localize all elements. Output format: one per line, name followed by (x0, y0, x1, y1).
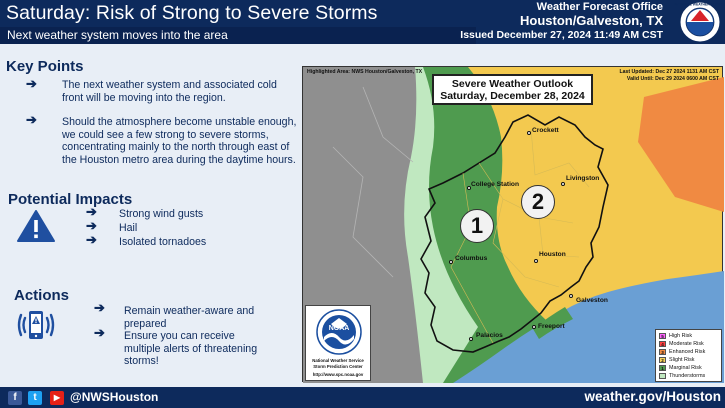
risk-label-2: 2 (521, 185, 555, 219)
action-1: Remain weather-aware and prepared (124, 305, 255, 330)
nws-logo-text: NATIONAL WEATHER SERVICE (674, 2, 725, 7)
city-houston: Houston (539, 251, 566, 258)
city-marker (449, 260, 453, 264)
facebook-icon[interactable]: f (8, 391, 22, 405)
city-marker (569, 294, 573, 298)
noaa-line1: National Weather Service (312, 358, 364, 363)
city-galveston: Galveston (576, 297, 608, 304)
office-info (460, 1, 663, 41)
legend-swatch: 1 (659, 365, 666, 371)
outlook-title-box (432, 74, 593, 105)
city-marker (532, 325, 536, 329)
city-palacios: Palacios (476, 332, 503, 339)
legend-label: Enhanced Risk (669, 349, 706, 355)
legend-label: Moderate Risk (669, 341, 704, 347)
page-subtitle: Next weather system moves into the area (7, 28, 228, 42)
actions-heading: Actions (14, 287, 70, 304)
legend-label: Slight Risk (669, 357, 695, 363)
map-timestamps (619, 69, 719, 82)
youtube-icon[interactable]: ▶ (50, 391, 64, 405)
impacts-heading: Potential Impacts (8, 191, 133, 208)
city-crockett: Crockett (532, 127, 559, 134)
impact-hail: Hail (119, 222, 138, 234)
arrow-icon: ➔ (94, 325, 105, 340)
page-title: Saturday: Risk of Strong to Severe Storms (6, 2, 378, 24)
office-name: Houston/Galveston, TX (519, 13, 663, 28)
arrow-icon: ➔ (86, 232, 97, 247)
legend-swatch: 5 (659, 333, 666, 339)
last-updated: Last Updated: Dec 27 2024 1131 AM CST (619, 69, 719, 75)
outlook-date: Saturday, December 28, 2024 (440, 90, 585, 102)
city-livingston: Livingston (566, 175, 600, 182)
office-label: Weather Forecast Office (536, 1, 663, 13)
legend-label: Marginal Risk (669, 365, 702, 371)
city-marker (527, 131, 531, 135)
risk-label-1: 1 (460, 209, 494, 243)
warning-triangle-icon (17, 209, 55, 243)
city-columbus: Columbus (455, 255, 488, 262)
noaa-logo-icon (316, 309, 362, 355)
legend-swatch: 2 (659, 357, 666, 363)
city-marker (561, 182, 565, 186)
key-point-1: The next weather system and associated cold front will be moving into the region. (62, 79, 277, 104)
noaa-badge (305, 305, 371, 381)
noaa-logo-text: NOAA (328, 325, 350, 332)
legend-label: High Risk (669, 333, 693, 339)
city-freeport: Freeport (538, 323, 565, 330)
legend-label: Thunderstorms (669, 373, 706, 379)
noaa-url: http://www.spc.noaa.gov (312, 372, 364, 377)
city-marker (469, 337, 473, 341)
city-college-station: College Station (471, 181, 519, 188)
phone-alert-icon (15, 305, 57, 345)
issued-time: Issued December 27, 2024 11:49 AM CST (460, 29, 663, 41)
action-2: Ensure you can receive multiple alerts of threatening storms! (124, 330, 258, 368)
twitter-icon[interactable]: t (28, 391, 42, 405)
risk-legend (655, 329, 722, 382)
key-points-heading: Key Points (6, 58, 84, 75)
outlook-map (302, 66, 723, 382)
arrow-icon: ➔ (26, 76, 37, 91)
legend-swatch: 3 (659, 349, 666, 355)
impact-tornadoes: Isolated tornadoes (119, 236, 207, 248)
city-marker (534, 259, 538, 263)
outlook-title: Severe Weather Outlook (451, 78, 574, 90)
legend-swatch: 4 (659, 341, 666, 347)
website-link[interactable]: weather.gov/Houston (584, 389, 721, 404)
highlighted-area-label: Highlighted Area: NWS Houston/Galveston, TX (307, 69, 423, 75)
valid-until: Valid Until: Dec 29 2024 0600 AM CST (626, 75, 719, 82)
noaa-line2: Storm Prediction Center (313, 364, 363, 369)
arrow-icon: ➔ (86, 218, 97, 233)
impact-wind: Strong wind gusts (119, 208, 204, 220)
arrow-icon: ➔ (86, 204, 97, 219)
key-point-2: Should the atmosphere become unstable enough, we could see a few strong to severe storms, concentrating mainly to the north through east of the Houston metro area during the daytime hours. (62, 116, 297, 166)
arrow-icon: ➔ (94, 300, 105, 315)
nws-logo-icon (674, 1, 725, 43)
social-handle[interactable]: @NWSHouston (70, 390, 159, 404)
arrow-icon: ➔ (26, 112, 37, 127)
legend-swatch (659, 373, 666, 379)
